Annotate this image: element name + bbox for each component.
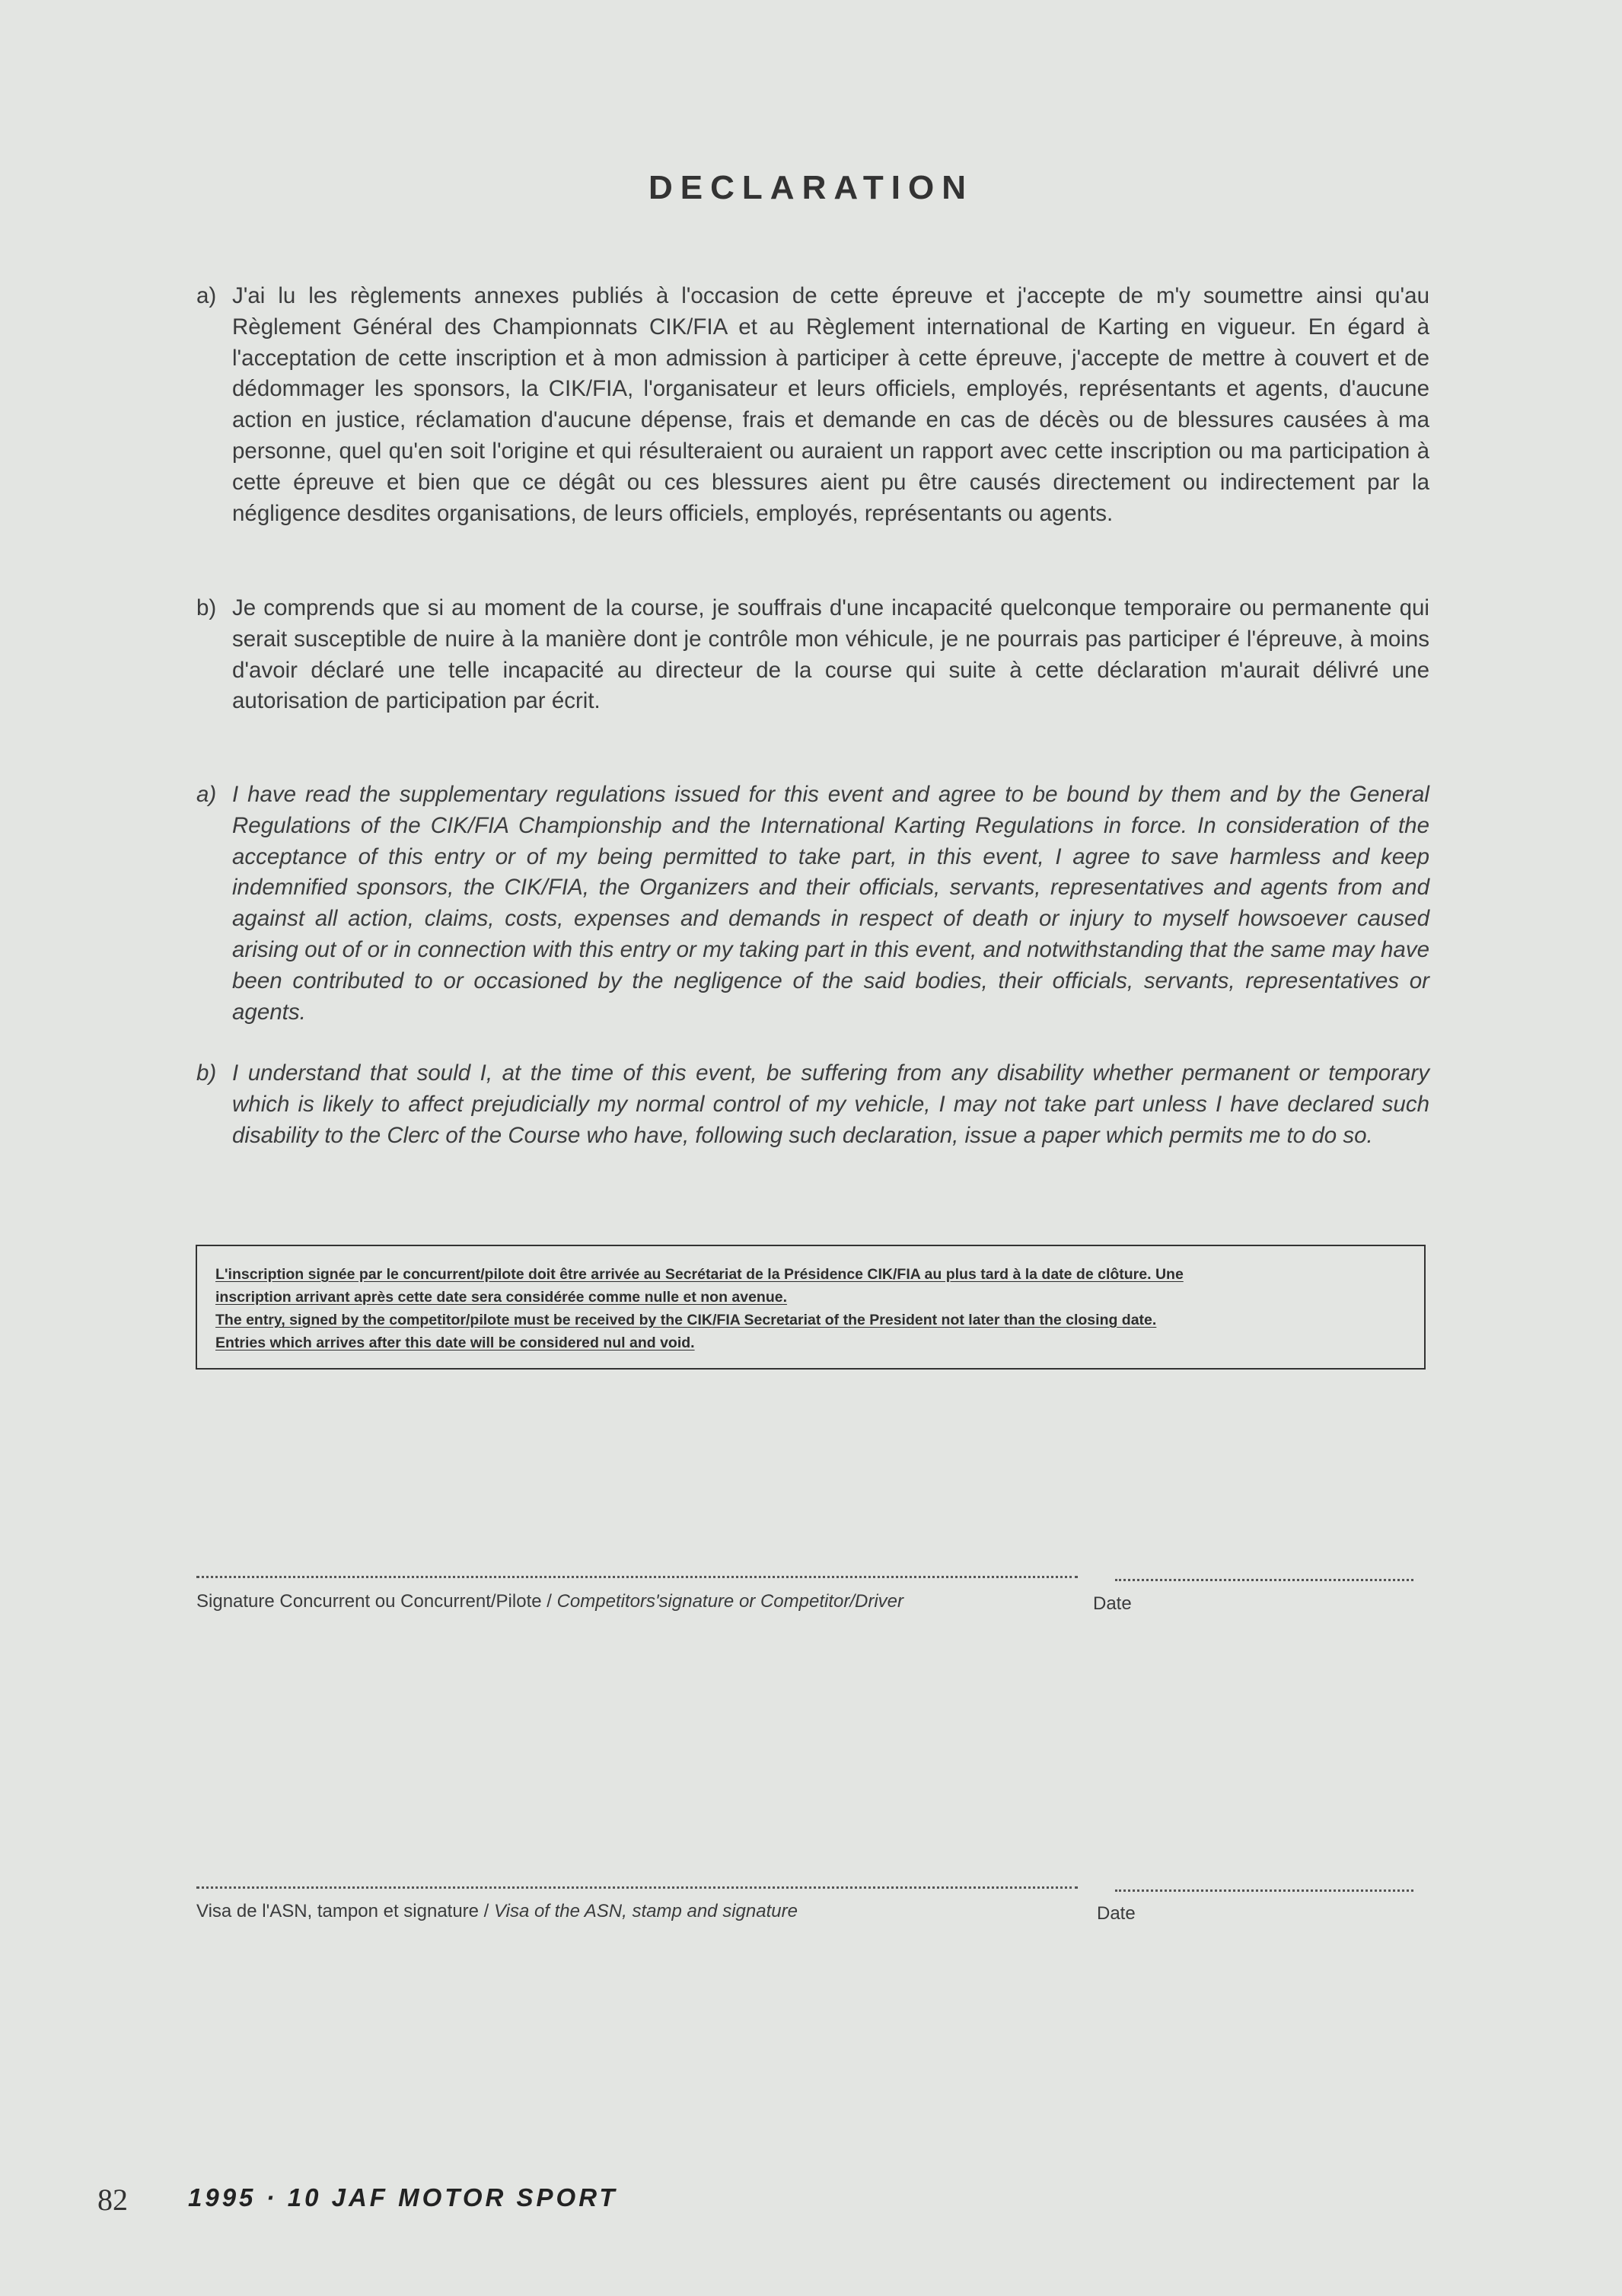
french-clause-a [196,281,1429,529]
signature-line [196,1576,1078,1578]
notice-line: inscription arrivant après cette date sera considérée comme nulle et non avenue. [215,1289,788,1306]
signature-label: Signature Concurrent ou Concurrent/Pilote / Competitors'signature or Competitor/Driver [196,1591,903,1612]
asn-signature-label: Visa de l'ASN, tampon et signature / Visa of the ASN, stamp and signature [196,1901,798,1921]
date-line [1115,1579,1413,1581]
clause-text: J'ai lu les règlements annexes publiés à l'occasion de cette épreuve et j'accepte de m'y soumettre ainsi qu'au Règlement Général des Championnats CIK/FIA et au Règlement international de Karting en vigueur. En égard à l'acceptation de cette inscription et à mon admission à participer à cette épreuve, j'accepte de mettre à couvert et de dédommager les sponsors, la CIK/FIA, l'organisateur et leurs officiels, employés, représentants et agents, d'aucune action en justice, réclamation d'aucune dépense, frais et demande en cas de décès ou de blessures causées à ma personne, quel qu'en soit l'origine et qui résulteraient ou auraient un rapport avec cette inscription ou ma participation à cette épreuve et bien que ce dégât ou ces blessures aient pu être causés directement ou indirectement par la négligence desdites organisations, de leurs officiels, employés, représentants ou agents. [232,283,1429,526]
clause-text: Je comprends que si au moment de la course, je souffrais d'une incapacité quelconque temporaire ou permanente qui serait susceptible de nuire à la manière dont je contrôle mon véhicule, je ne pourrais pas participer é l'épreuve, à moins d'avoir déclaré une telle incapacité au directeur de la course qui suite à cette déclaration m'aurait délivré une autorisation de participation par écrit. [232,595,1429,714]
clause-label: b) [196,595,217,620]
clause-text: I understand that sould I, at the time of this event, be suffering from any disability whether permanent or temporary which is likely to affect prejudicially my normal control of my vehicle, I may not take part unless I have declared such disability to the Clerc of the Course who have, following such declaration, issue a paper which permits me to do so. [232,1060,1429,1148]
clause-text: I have read the supplementary regulations issued for this event and agree to be bound by them and by the General Regulations of the CIK/FIA Championship and the International Karting Regulations in force. In consideration of the acceptance of this entry or of my being permitted to take part, in this event, I agree to save harmless and keep indemnified sponsors, the CIK/FIA, the Organizers and their officials, servants, representatives and agents from and against all action, claims, costs, expenses and demands in respect of death or injury to myself howsoever caused arising out of or in connection with this entry or my taking part in this event, and notwithstanding that the same may have been contributed to or occasioned by the negligence of the said bodies, their officials, servants, representatives or agents. [232,782,1429,1025]
asn-signature-line [196,1886,1078,1889]
english-clause-b [196,1058,1429,1151]
date-label: Date [1093,1593,1132,1614]
clause-label: b) [196,1060,217,1086]
page-title: DECLARATION [648,169,974,206]
page-number: 82 [97,2183,128,2217]
french-clause-b [196,593,1429,717]
publication-title: 1995 · 10 JAF MOTOR SPORT [188,2183,618,2211]
notice-line: The entry, signed by the competitor/pilote must be received by the CIK/FIA Secretariat of the President not later than the closing date. [215,1312,1157,1328]
submission-notice-box [196,1245,1426,1370]
asn-date-line [1115,1889,1413,1892]
asn-date-label: Date [1097,1903,1136,1924]
notice-line: L'inscription signée par le concurrent/pilote doit être arrivée au Secrétariat de la Présidence CIK/FIA au plus tard à la date de clôture. Une [215,1266,1184,1283]
notice-line: Entries which arrives after this date will be considered nul and void. [215,1335,695,1351]
english-clause-a [196,780,1429,1028]
clause-label: a) [196,782,217,807]
clause-label: a) [196,283,217,308]
